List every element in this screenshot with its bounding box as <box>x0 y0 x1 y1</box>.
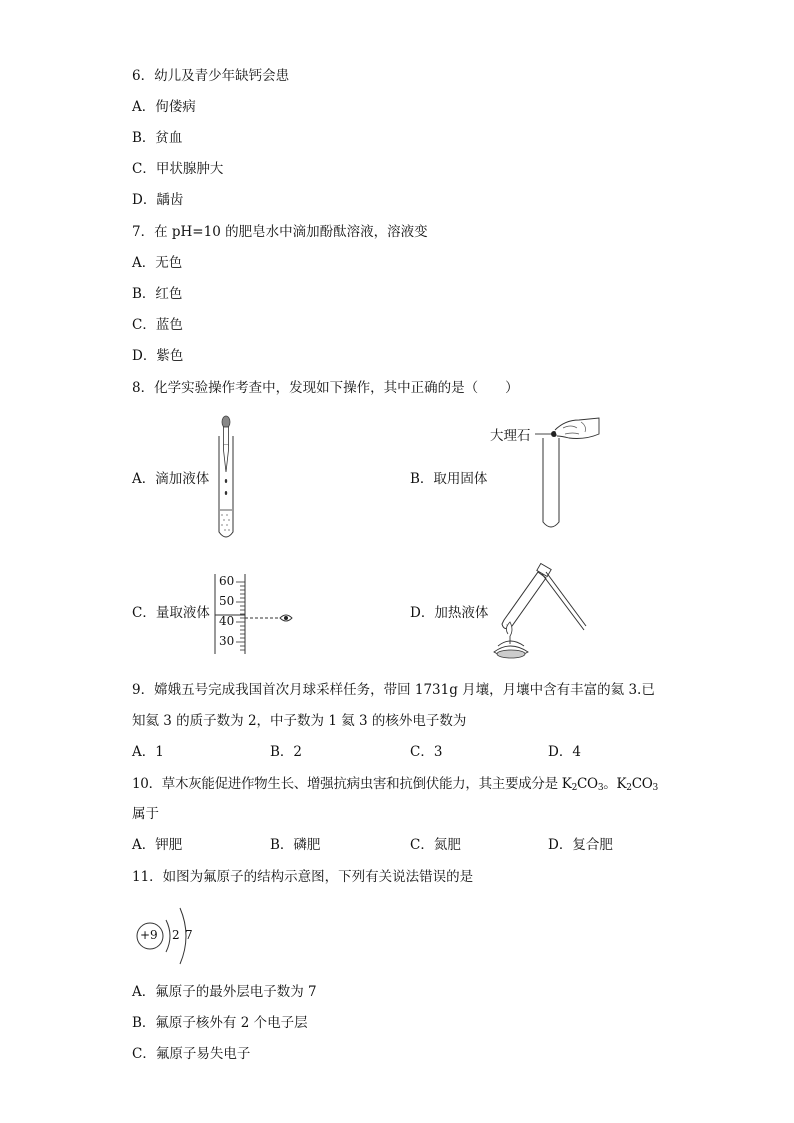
cylinder-tick-30: 30 <box>219 634 235 648</box>
question-6-option-a[interactable]: A．佝偻病 <box>132 99 196 115</box>
question-8-stem: 8．化学实验操作考查中，发现如下操作，其中正确的是（ ） <box>132 380 519 396</box>
atom-shell-2-count: 7 <box>185 928 193 942</box>
heating-liquid-figure <box>490 562 590 662</box>
question-10-stem-line1: 10．草木灰能促进作物生长、增强抗病虫害和抗倒伏能力，其主要成分是 $K_2CO_3$。$K_2CO_3$ <box>132 776 658 793</box>
question-11-stem: 11．如图为氟原子的结构示意图，下列有关说法错误的是 <box>132 869 474 885</box>
question-7-option-c[interactable]: C．蓝色 <box>132 317 183 333</box>
question-11-option-a[interactable]: A．氟原子的最外层电子数为 7 <box>132 984 317 1000</box>
question-6-option-c[interactable]: C．甲状腺肿大 <box>132 161 224 177</box>
question-9-option-b[interactable]: B．2 <box>270 744 303 760</box>
question-10-option-b[interactable]: B．磷肥 <box>270 837 321 853</box>
dropper-test-tube-figure <box>210 414 242 542</box>
question-8-option-b[interactable]: B．取用固体 <box>410 471 488 487</box>
question-9-option-d[interactable]: D．4 <box>548 744 581 760</box>
atom-nucleus-charge: +9 <box>140 928 158 942</box>
question-7-option-b[interactable]: B．红色 <box>132 286 183 302</box>
marble-test-tube-figure <box>535 414 601 532</box>
question-6-option-d[interactable]: D．龋齿 <box>132 192 184 208</box>
question-9-stem-line2: 知氦 3 的质子数为 2，中子数为 1 氦 3 的核外电子数为 <box>132 713 467 729</box>
question-8-option-c[interactable]: C．量取液体 <box>132 605 210 621</box>
cylinder-tick-50: 50 <box>219 594 235 608</box>
question-10-option-c[interactable]: C．氮肥 <box>410 837 461 853</box>
question-6-option-b[interactable]: B．贫血 <box>132 130 183 146</box>
question-10-option-d[interactable]: D．复合肥 <box>548 837 613 853</box>
question-10-stem-mid3: CO <box>631 776 653 792</box>
question-6-stem: 6．幼儿及青少年缺钙会患 <box>132 68 290 84</box>
question-7-option-d[interactable]: D．紫色 <box>132 348 184 364</box>
question-10-stem-prefix: 10．草木灰能促进作物生长、增强抗病虫害和抗倒伏能力，其主要成分是 K <box>132 776 572 792</box>
question-11-option-c[interactable]: C．氟原子易失电子 <box>132 1046 251 1062</box>
question-9-stem-line1: 9．嫦娥五号完成我国首次月球采样任务，带回 1731g 月壤，月壤中含有丰富的氦 3.已 <box>132 682 655 698</box>
question-10-option-a[interactable]: A．钾肥 <box>132 837 183 853</box>
question-8-option-a[interactable]: A．滴加液体 <box>132 471 210 487</box>
question-11-option-b[interactable]: B．氟原子核外有 2 个电子层 <box>132 1015 308 1031</box>
question-10-stem-line2: 属于 <box>132 806 159 822</box>
atom-shell-1-count: 2 <box>172 928 180 942</box>
question-10-stem-mid2: 。K <box>603 776 627 792</box>
marble-label: 大理石 <box>490 428 531 444</box>
question-7-option-a[interactable]: A．无色 <box>132 255 183 271</box>
cylinder-tick-60: 60 <box>219 574 235 588</box>
question-10-stem-mid: CO <box>577 776 598 792</box>
question-9-option-a[interactable]: A．1 <box>132 744 164 760</box>
cylinder-tick-40: 40 <box>219 614 235 628</box>
question-9-option-c[interactable]: C．3 <box>410 744 443 760</box>
question-7-stem: 7．在 pH=10 的肥皂水中滴加酚酞溶液，溶液变 <box>132 224 428 240</box>
question-8-option-d[interactable]: D．加热液体 <box>410 605 489 621</box>
